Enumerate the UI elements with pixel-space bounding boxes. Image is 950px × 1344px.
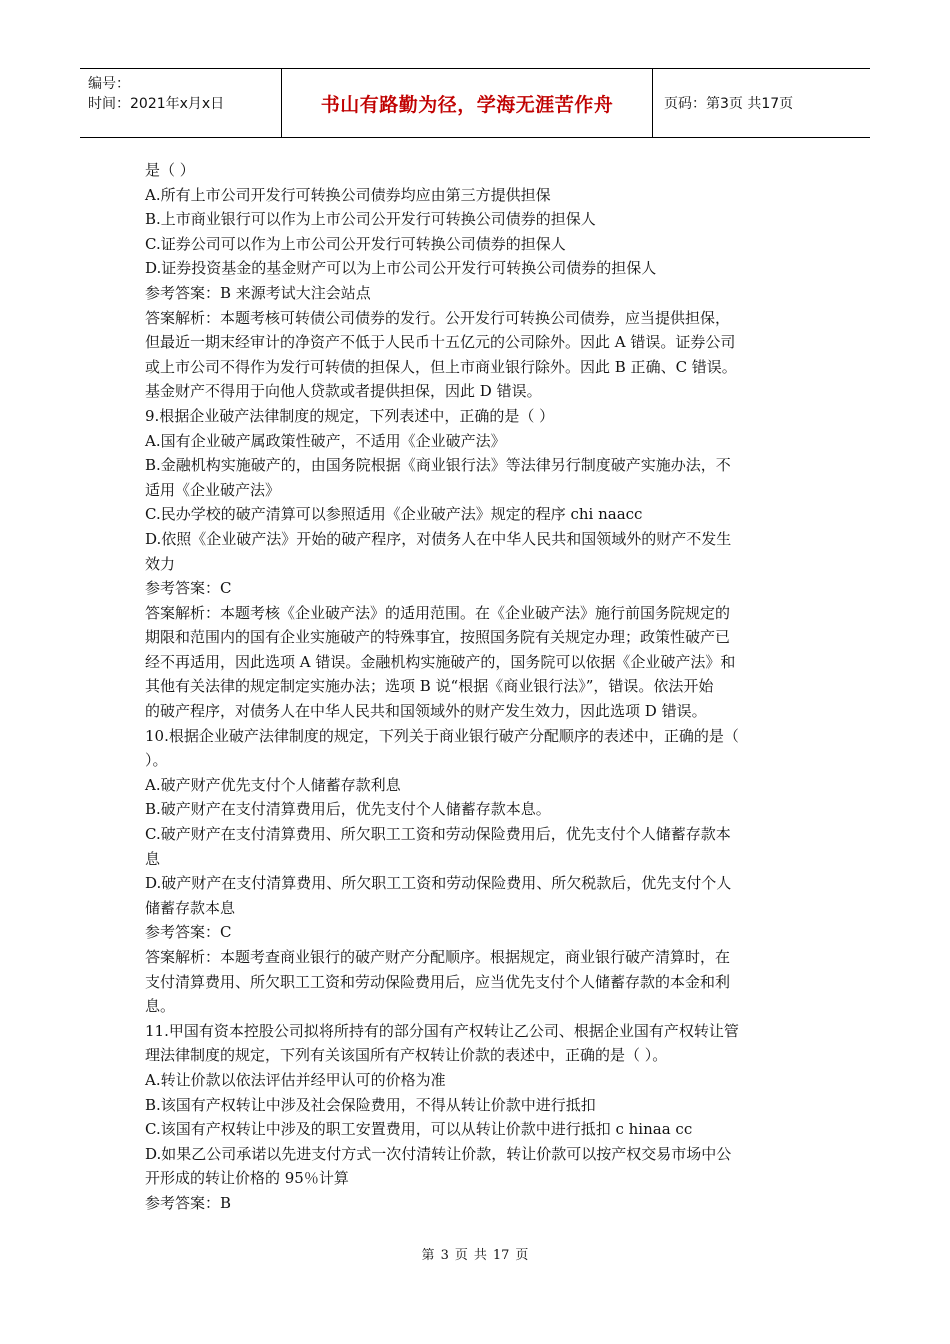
text-line: C.破产财产在支付清算费用、所欠职工工资和劳动保险费用后，优先支付个人储蓄存款本 <box>145 825 731 844</box>
text-line: 息 <box>145 849 161 868</box>
text-line: 适用《企业破产法》 <box>145 480 281 499</box>
footer-di: 第 <box>421 1248 435 1263</box>
text-line: C.证券公司可以作为上市公司公开发行可转换公司债券的担保人 <box>145 234 566 253</box>
footer-page-number: 3 <box>440 1248 449 1263</box>
page-header <box>80 68 870 138</box>
text-line: B.破产财产在支付清算费用后，优先支付个人储蓄存款本息。 <box>145 800 551 819</box>
text-line: 其他有关法律的规定制定实施办法；选项 B 说“根据《商业银行法》”，错误。依法开始 <box>145 677 714 696</box>
text-line: 理法律制度的规定，下列有关该国所有产权转让价款的表述中，正确的是（ ）。 <box>145 1046 668 1065</box>
text-line: 但最近一期末经审计的净资产不低于人民币十五亿元的公司除外。因此 A 错误。证券公司 <box>145 333 736 352</box>
text-line: 基金财产不得用于向他人贷款或者提供担保，因此 D 错误。 <box>145 382 542 401</box>
text-line: 参考答案：B 来源考试大注会站点 <box>145 283 371 302</box>
header-motto: 书山有路勤为径，学海无涯苦作舟 <box>320 93 614 116</box>
text-line: 答案解析：本题考核《企业破产法》的适用范围。在《企业破产法》施行前国务院规定的 <box>145 603 731 622</box>
text-line: D.如果乙公司承诺以先进支付方式一次付清转让价款，转让价款可以按产权交易市场中公 <box>145 1144 732 1163</box>
text-line: A.所有上市公司开发行可转换公司债券均应由第三方提供担保 <box>145 185 551 204</box>
text-line: B.该国有产权转让中涉及社会保险费用，不得从转让价款中进行抵扣 <box>145 1095 596 1114</box>
text-line: 经不再适用，因此选项 A 错误。金融机构实施破产的，国务院可以依据《企业破产法》和 <box>145 652 736 671</box>
footer-ye-2: 页 <box>515 1248 529 1263</box>
text-line: 10.根据企业破产法律制度的规定，下列关于商业银行破产分配顺序的表述中，正确的是（ <box>145 726 739 745</box>
text-line: C.该国有产权转让中涉及的职工安置费用，可以从转让价款中进行抵扣 c hinaa cc <box>145 1120 693 1139</box>
footer-gong: 共 <box>473 1248 487 1263</box>
text-line: D.破产财产在支付清算费用、所欠职工工资和劳动保险费用、所欠税款后，优先支付个人 <box>145 874 732 893</box>
text-line: A.转让价款以依法评估并经甲认可的价格为准 <box>145 1070 446 1089</box>
text-line: 开形成的转让价格的 95％计算 <box>145 1169 349 1188</box>
text-line: B.上市商业银行可以作为上市公司公开发行可转换公司债券的担保人 <box>145 210 596 229</box>
footer-total-pages: 17 <box>492 1248 510 1263</box>
text-line: 支付清算费用、所欠职工工资和劳动保险费用后，应当优先支付个人储蓄存款的本金和利 <box>145 972 731 991</box>
text-line: A.国有企业破产属政策性破产，不适用《企业破产法》 <box>145 431 506 450</box>
text-line: 或上市公司不得作为发行可转债的担保人，但上市商业银行除外。因此 B 正确、C 错误。 <box>145 357 737 376</box>
text-line: 的破产程序，对债务人在中华人民共和国领域外的财产发生效力，因此选项 D 错误。 <box>145 702 707 721</box>
header-page-cell <box>652 69 870 137</box>
text-line: 期限和范围内的国有企业实施破产的特殊事宜，按照国务院有关规定办理；政策性破产已 <box>145 628 731 647</box>
text-line: B.金融机构实施破产的，由国务院根据《商业银行法》等法律另行制度破产实施办法，不 <box>145 456 731 475</box>
page-footer <box>0 1244 950 1263</box>
text-line: C.民办学校的破产清算可以参照适用《企业破产法》规定的程序 chi naacc <box>145 505 643 524</box>
header-page-info: 页码：第3页 共17页 <box>664 96 794 112</box>
document-body <box>145 158 813 1216</box>
text-line: ）。 <box>145 751 168 770</box>
text-line: 答案解析：本题考查商业银行的破产财产分配顺序。根据规定，商业银行破产清算时，在 <box>145 948 731 966</box>
document-number-label: 编号： <box>88 76 130 92</box>
text-line: 参考答案：C <box>145 923 232 942</box>
text-line: D.依照《企业破产法》开始的破产程序，对债务人在中华人民共和国领域外的财产不发生 <box>145 529 732 548</box>
footer-ye: 页 <box>454 1248 468 1263</box>
text-line: 储蓄存款本息 <box>145 898 236 917</box>
text-line: D.证券投资基金的基金财产可以为上市公司公开发行可转换公司债券的担保人 <box>145 259 657 278</box>
text-line: 11.甲国有资本控股公司拟将所持有的部分国有产权转让乙公司、根据企业国有产权转让管 <box>145 1021 739 1040</box>
text-line: 答案解析：本题考核可转债公司债券的发行。公开发行可转换公司债券，应当提供担保， <box>145 308 731 327</box>
header-left-cell <box>80 69 280 137</box>
text-line: A.破产财产优先支付个人储蓄存款利息 <box>145 775 401 794</box>
document-date: 时间：2021年x月x日 <box>88 96 225 112</box>
header-motto-cell <box>281 69 653 137</box>
text-line: 是（ ） <box>145 161 195 179</box>
text-line: 9.根据企业破产法律制度的规定，下列表述中，正确的是（ ） <box>145 406 555 425</box>
text-line: 效力 <box>145 554 176 573</box>
text-line: 参考答案：B <box>145 1193 232 1212</box>
text-line: 息。 <box>145 997 176 1016</box>
text-line: 参考答案：C <box>145 579 232 598</box>
